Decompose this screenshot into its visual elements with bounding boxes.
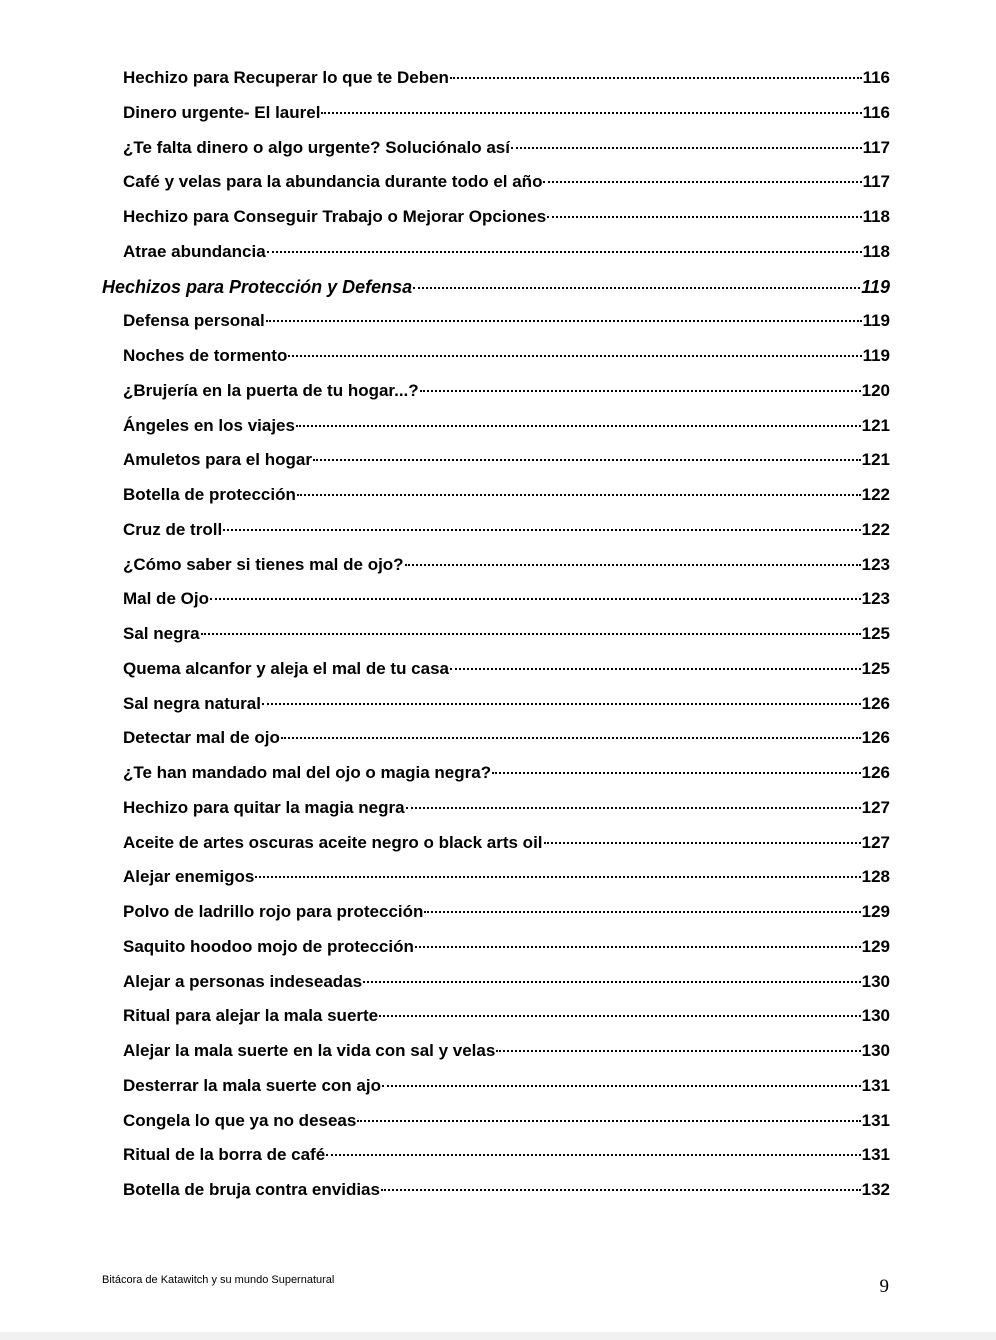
toc-entry-title: Alejar la mala suerte en la vida con sal y velas <box>123 1041 496 1060</box>
toc-entry-page: 117 <box>862 137 890 157</box>
toc-entry-page: 121 <box>861 415 890 435</box>
toc-entry-title: Hechizo para Recuperar lo que te Deben <box>123 68 449 87</box>
toc-entry[interactable] <box>102 826 890 861</box>
page-bottom-edge <box>0 1332 996 1340</box>
toc-dot-leader <box>357 1119 860 1122</box>
toc-dot-leader <box>201 632 861 635</box>
toc-dot-leader <box>326 1153 860 1156</box>
toc-dot-leader <box>450 76 862 79</box>
toc-entry-page: 132 <box>861 1180 890 1199</box>
toc-entry[interactable] <box>102 999 890 1034</box>
toc-entry[interactable] <box>102 652 890 687</box>
toc-entry-page: 121 <box>861 450 890 470</box>
toc-entry[interactable] <box>102 721 890 756</box>
toc-dot-leader <box>415 945 861 948</box>
toc-entry-title: Alejar enemigos <box>123 867 255 887</box>
toc-entry-title: Mal de Ojo <box>123 589 209 609</box>
toc-entry-page: 119 <box>862 311 890 331</box>
toc-entry[interactable] <box>102 339 890 374</box>
toc-entry-title: Noches de tormento <box>123 346 288 365</box>
toc-dot-leader <box>492 771 861 774</box>
toc-entry[interactable] <box>102 860 890 895</box>
toc-entry[interactable] <box>102 478 890 513</box>
toc-dot-leader <box>544 841 861 844</box>
toc-section-entry[interactable] <box>102 270 890 305</box>
toc-dot-leader <box>424 910 860 913</box>
toc-dot-leader <box>405 563 861 566</box>
toc-entry-title: Saquito hoodoo mojo de protección <box>123 936 414 956</box>
toc-entry[interactable] <box>102 548 890 583</box>
toc-entry-page: 125 <box>861 658 890 678</box>
toc-entry[interactable] <box>102 131 890 166</box>
toc-entry-title: Aceite de artes oscuras aceite negro o black arts oil <box>123 832 543 852</box>
toc-entry-page: 126 <box>861 763 890 782</box>
toc-entry-page: 122 <box>861 519 890 539</box>
toc-entry-title: Botella de bruja contra envidias <box>123 1180 380 1199</box>
toc-entry[interactable] <box>102 96 890 131</box>
toc-dot-leader <box>267 250 862 253</box>
toc-entry-page: 129 <box>861 936 890 956</box>
table-of-contents <box>102 61 890 1208</box>
toc-dot-leader <box>266 319 862 322</box>
toc-entry-title: Ritual de la borra de café <box>123 1145 326 1165</box>
toc-entry-page: 129 <box>861 902 890 921</box>
toc-dot-leader <box>450 667 861 670</box>
toc-entry-title: ¿Te han mandado mal del ojo o magia negra? <box>123 763 492 782</box>
toc-entry-title: Hechizos para Protección y Defensa <box>102 276 413 297</box>
toc-dot-leader <box>288 354 861 357</box>
toc-entry-title: Ángeles en los viajes <box>123 415 295 435</box>
toc-entry-page: 116 <box>862 68 890 87</box>
page-number: 9 <box>879 1276 889 1297</box>
toc-dot-leader <box>255 875 860 878</box>
toc-entry[interactable] <box>102 791 890 826</box>
toc-entry-page: 131 <box>861 1075 890 1095</box>
toc-entry-page: 119 <box>861 276 890 297</box>
toc-dot-leader <box>210 597 861 600</box>
toc-entry[interactable] <box>102 1138 890 1173</box>
toc-entry-title: Café y velas para la abundancia durante todo el año <box>123 172 543 192</box>
toc-entry[interactable] <box>102 582 890 617</box>
toc-dot-leader <box>413 286 860 289</box>
toc-entry[interactable] <box>102 617 890 652</box>
toc-dot-leader <box>420 389 861 392</box>
toc-entry-page: 119 <box>862 346 890 365</box>
toc-entry-title: Desterrar la mala suerte con ajo <box>123 1075 381 1095</box>
toc-entry-title: Alejar a personas indeseadas <box>123 971 363 991</box>
toc-entry-page: 123 <box>861 589 890 609</box>
toc-entry-title: Detectar mal de ojo <box>123 728 280 748</box>
toc-entry-title: Defensa personal <box>123 311 265 331</box>
toc-entry[interactable] <box>102 443 890 478</box>
toc-entry-title: ¿Cómo saber si tienes mal de ojo? <box>123 554 404 574</box>
toc-entry-page: 130 <box>861 1041 890 1060</box>
toc-entry-page: 123 <box>861 554 890 574</box>
toc-dot-leader <box>321 111 861 114</box>
toc-entry[interactable] <box>102 235 890 270</box>
toc-entry-title: Amuletos para el hogar <box>123 450 312 470</box>
toc-entry-page: 116 <box>862 102 890 122</box>
toc-dot-leader <box>381 1188 861 1191</box>
toc-entry[interactable] <box>102 1069 890 1104</box>
toc-dot-leader <box>313 458 861 461</box>
toc-entry-page: 128 <box>861 867 890 887</box>
toc-entry[interactable] <box>102 374 890 409</box>
toc-dot-leader <box>511 146 862 149</box>
toc-entry[interactable] <box>102 1104 890 1139</box>
toc-entry-page: 127 <box>861 797 890 817</box>
toc-entry-page: 130 <box>861 971 890 991</box>
toc-entry-page: 131 <box>861 1145 890 1165</box>
toc-dot-leader <box>379 1014 861 1017</box>
toc-entry-title: Sal negra natural <box>123 693 261 713</box>
toc-entry-title: Dinero urgente- El laurel <box>123 102 321 122</box>
toc-dot-leader <box>496 1049 860 1052</box>
toc-entry-title: Hechizo para quitar la magia negra <box>123 797 405 817</box>
toc-entry[interactable] <box>102 756 890 791</box>
toc-entry-title: Polvo de ladrillo rojo para protección <box>123 902 424 921</box>
toc-entry-page: 131 <box>861 1110 890 1130</box>
toc-entry[interactable] <box>102 1173 890 1208</box>
toc-dot-leader <box>363 980 861 983</box>
toc-entry-title: Hechizo para Conseguir Trabajo o Mejorar Opciones <box>123 207 547 226</box>
toc-entry-title: ¿Te falta dinero o algo urgente? Soluciónalo así <box>123 137 510 157</box>
toc-dot-leader <box>262 702 861 705</box>
toc-entry[interactable] <box>102 61 890 96</box>
toc-entry-title: Ritual para alejar la mala suerte <box>123 1006 379 1026</box>
toc-entry-page: 120 <box>861 380 890 400</box>
toc-dot-leader <box>281 736 861 739</box>
toc-entry[interactable] <box>102 930 890 965</box>
toc-entry-page: 118 <box>862 207 890 226</box>
toc-dot-leader <box>223 528 860 531</box>
toc-entry-title: Cruz de troll <box>123 519 223 539</box>
toc-entry-page: 117 <box>862 172 890 192</box>
toc-entry[interactable] <box>102 165 890 200</box>
toc-entry[interactable] <box>102 687 890 722</box>
toc-entry-title: Sal negra <box>123 624 200 643</box>
toc-entry[interactable] <box>102 304 890 339</box>
toc-entry[interactable] <box>102 1034 890 1069</box>
toc-entry-page: 125 <box>861 624 890 643</box>
toc-dot-leader <box>543 180 861 183</box>
toc-entry[interactable] <box>102 965 890 1000</box>
toc-entry[interactable] <box>102 513 890 548</box>
toc-entry-page: 122 <box>861 485 890 504</box>
toc-entry-page: 130 <box>861 1006 890 1026</box>
toc-entry-page: 118 <box>862 241 890 261</box>
toc-dot-leader <box>547 215 861 218</box>
toc-entry-title: Quema alcanfor y aleja el mal de tu casa <box>123 658 449 678</box>
footer-text: Bitácora de Katawitch y su mundo Supernatural <box>102 1274 335 1286</box>
toc-entry-title: Atrae abundancia <box>123 241 266 261</box>
toc-entry-page: 127 <box>861 832 890 852</box>
toc-dot-leader <box>382 1084 861 1087</box>
toc-entry[interactable] <box>102 200 890 235</box>
toc-entry[interactable] <box>102 409 890 444</box>
toc-dot-leader <box>297 493 861 496</box>
toc-entry[interactable] <box>102 895 890 930</box>
toc-entry-title: Botella de protección <box>123 485 296 504</box>
toc-entry-page: 126 <box>861 728 890 748</box>
toc-dot-leader <box>406 806 861 809</box>
toc-dot-leader <box>296 424 861 427</box>
toc-entry-page: 126 <box>861 693 890 713</box>
toc-entry-title: Congela lo que ya no deseas <box>123 1110 357 1130</box>
toc-entry-title: ¿Brujería en la puerta de tu hogar...? <box>123 380 419 400</box>
